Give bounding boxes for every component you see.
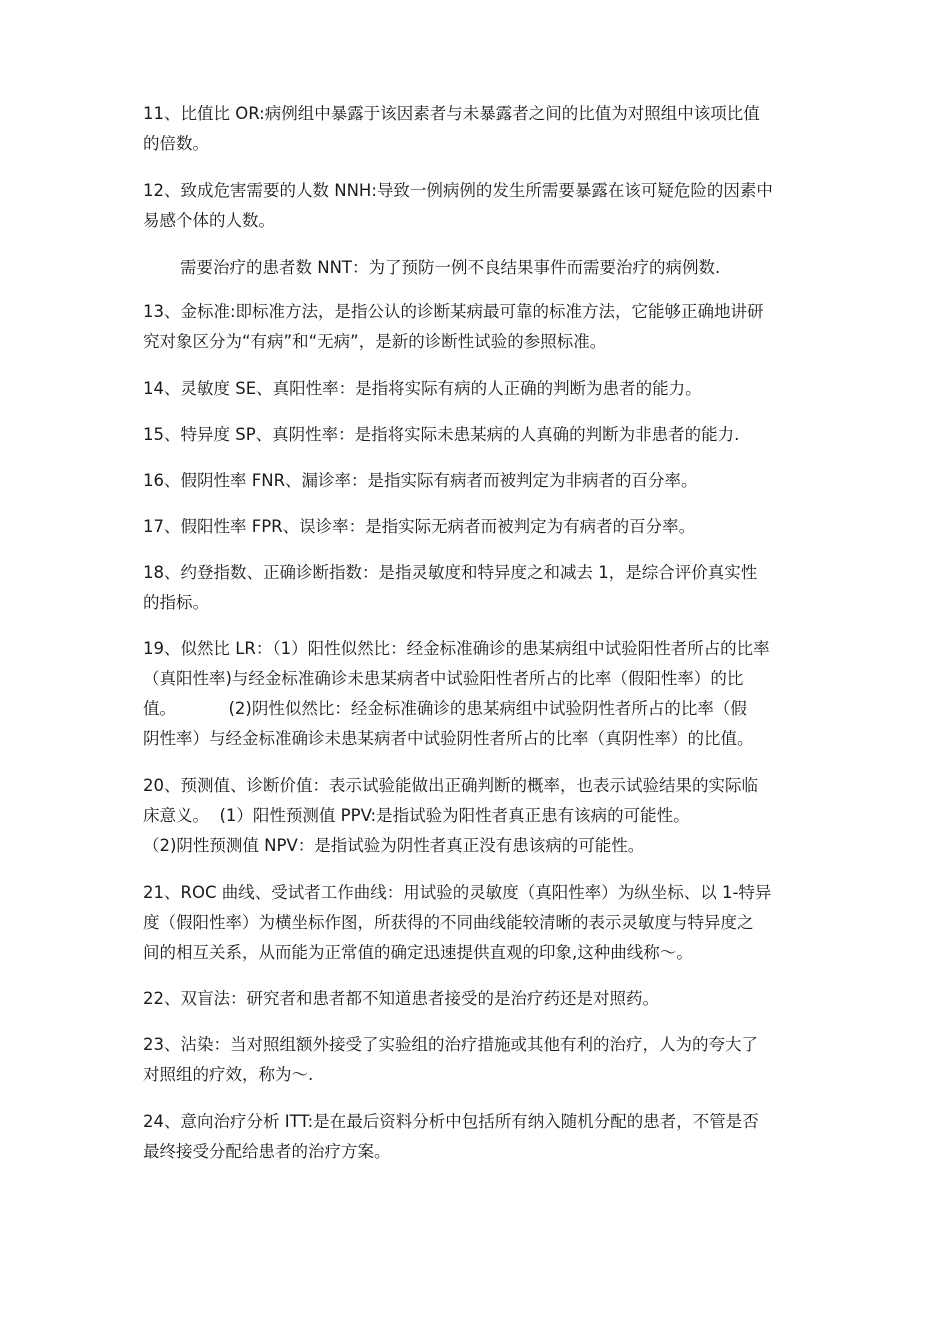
entry-line: 18、约登指数、正确诊断指数：是指灵敏度和特异度之和减去 1，是综合评价真实性 bbox=[143, 563, 758, 582]
entry-line: 19、似然比 LR：（1）阳性似然比：经金标准确诊的患某病组中试验阳性者所占的比率 bbox=[143, 639, 770, 658]
entry-line: 23、沾染：当对照组额外接受了实验组的治疗措施或其他有利的治疗，人为的夸大了 bbox=[143, 1035, 758, 1054]
entry-line: 21、ROC 曲线、受试者工作曲线：用试验的灵敏度（真阳性率）为纵坐标、以 1-特异 bbox=[143, 883, 772, 902]
entry-line: 11、比值比 OR:病例组中暴露于该因素者与未暴露者之间的比值为对照组中该项比值 bbox=[143, 104, 760, 123]
entry-line: 易感个体的人数。 bbox=[143, 211, 275, 230]
entry-line: 12、致成危害需要的人数 NNH:导致一例病例的发生所需要暴露在该可疑危险的因素中 bbox=[143, 181, 773, 200]
entry-line: 的倍数。 bbox=[143, 134, 209, 153]
entry-13 bbox=[143, 297, 815, 357]
entry-24 bbox=[143, 1107, 815, 1167]
entry-line: 最终接受分配给患者的治疗方案。 bbox=[143, 1142, 391, 1161]
entry-20 bbox=[143, 771, 815, 861]
entry-line: 22、双盲法：研究者和患者都不知道患者接受的是治疗药还是对照药。 bbox=[143, 989, 659, 1008]
entry-21 bbox=[143, 878, 815, 968]
entry-line: 16、假阴性率 FNR、漏诊率：是指实际有病者而被判定为非病者的百分率。 bbox=[143, 471, 698, 490]
entry-14 bbox=[143, 374, 815, 404]
entry-line: 阴性率）与经金标准确诊未患某病者中试验阴性者所占的比率（真阴性率）的比值。 bbox=[143, 729, 754, 748]
entry-line: 13、金标准:即标准方法，是指公认的诊断某病最可靠的标准方法，它能够正确地讲研 bbox=[143, 302, 764, 321]
entry-16 bbox=[143, 466, 815, 496]
entry-line: 20、预测值、诊断价值：表示试验能做出正确判断的概率，也表示试验结果的实际临 bbox=[143, 776, 758, 795]
entry-line: 24、意向治疗分析 ITT:是在最后资料分析中包括所有纳入随机分配的患者，不管是否 bbox=[143, 1112, 759, 1131]
entry-line: 的指标。 bbox=[143, 593, 209, 612]
entry-12 bbox=[143, 176, 815, 236]
entry-line: 究对象区分为“有病”和“无病”，是新的诊断性试验的参照标准。 bbox=[143, 332, 607, 351]
entry-12-nnt bbox=[143, 253, 815, 283]
entry-22 bbox=[143, 984, 815, 1014]
entry-19 bbox=[143, 634, 815, 754]
entry-18 bbox=[143, 558, 815, 618]
entry-11 bbox=[143, 99, 815, 159]
entry-15 bbox=[143, 420, 815, 450]
entry-line: 对照组的疗效，称为～. bbox=[143, 1065, 314, 1084]
entry-line: 间的相互关系，从而能为正常值的确定迅速提供直观的印象,这种曲线称～。 bbox=[143, 943, 693, 962]
entry-line: 需要治疗的患者数 NNT：为了预防一例不良结果事件而需要治疗的病例数. bbox=[180, 258, 721, 277]
entry-line: （2)阴性预测值 NPV：是指试验为阴性者真正没有患该病的可能性。 bbox=[143, 836, 645, 855]
entry-23 bbox=[143, 1030, 815, 1090]
entry-line: 度（假阳性率）为横坐标作图，所获得的不同曲线能较清晰的表示灵敏度与特异度之 bbox=[143, 913, 754, 932]
entry-line: 14、灵敏度 SE、真阳性率：是指将实际有病的人正确的判断为患者的能力。 bbox=[143, 379, 702, 398]
entry-line: 17、假阳性率 FPR、误诊率：是指实际无病者而被判定为有病者的百分率。 bbox=[143, 517, 696, 536]
entry-line: 床意义。 (1）阳性预测值 PPV:是指试验为阳性者真正患有该病的可能性。 bbox=[143, 806, 690, 825]
entry-line: 值。 (2)阴性似然比：经金标准确诊的患某病组中试验阴性者所占的比率（假 bbox=[143, 699, 747, 718]
entry-17 bbox=[143, 512, 815, 542]
entry-line: 15、特异度 SP、真阴性率：是指将实际未患某病的人真确的判断为非患者的能力. bbox=[143, 425, 740, 444]
entry-line: （真阳性率)与经金标准确诊未患某病者中试验阳性者所占的比率（假阳性率）的比 bbox=[143, 669, 744, 688]
